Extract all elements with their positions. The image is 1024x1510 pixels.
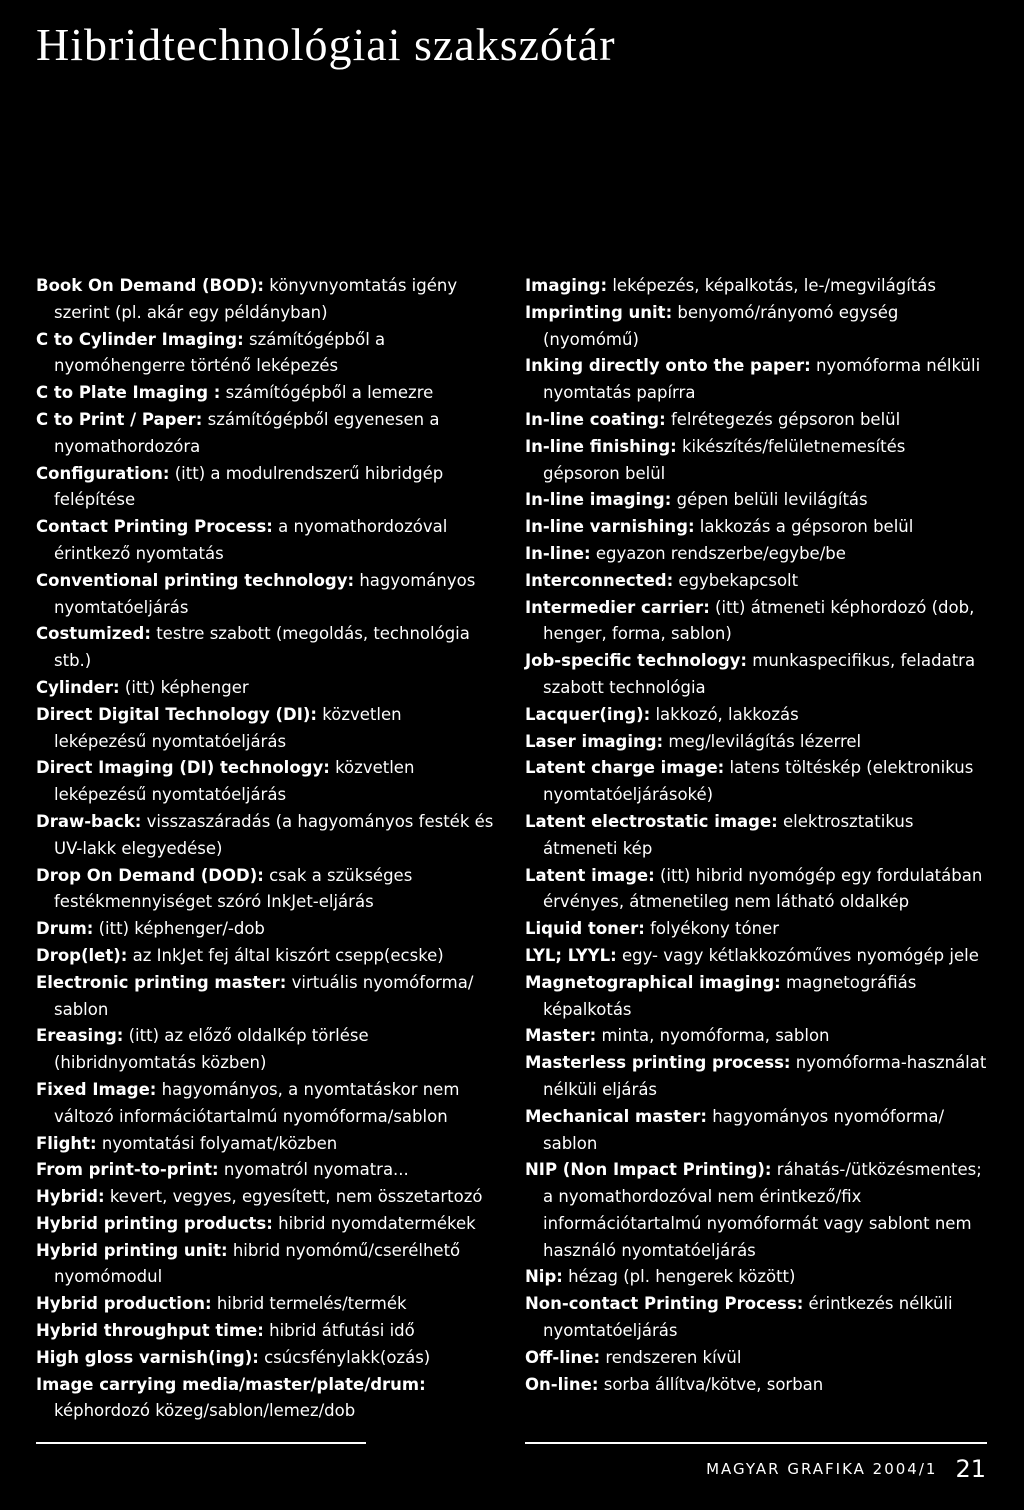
glossary-entry (36, 1372, 498, 1426)
glossary-entry (525, 434, 987, 488)
glossary-term: In-line coating: (525, 409, 666, 429)
glossary-term: C to Plate Imaging : (36, 383, 221, 403)
glossary-definition: rendszeren kívül (605, 1347, 742, 1367)
glossary-definition: csak a szükséges festékmennyiséget szóró InkJet-eljárás (54, 865, 413, 912)
glossary-term: Non-contact Printing Process: (525, 1294, 804, 1314)
glossary-entry (525, 273, 987, 300)
glossary-entry (525, 863, 987, 917)
glossary-definition: gépen belüli levilágítás (676, 490, 868, 510)
glossary-term: Ereasing: (36, 1026, 124, 1046)
glossary-term: Inking directly onto the paper: (525, 356, 811, 376)
page-title: Hibridtechnológiai szakszótár (36, 19, 616, 70)
glossary-entry (525, 1291, 987, 1345)
glossary-entry (525, 1264, 987, 1291)
glossary-term: Costumized: (36, 624, 151, 644)
glossary-term: In-line finishing: (525, 436, 677, 456)
glossary-entry (525, 1023, 987, 1050)
glossary-definition: hibrid termelés/termék (216, 1294, 407, 1314)
glossary-definition: leképezés, képalkotás, le-/megvilágítás (612, 276, 936, 295)
glossary-definition: visszaszáradás (a hagyományos festék és UV-lakk elegyedése) (54, 811, 494, 858)
glossary-entry (525, 755, 987, 809)
glossary-definition: nyomatról nyomatra... (223, 1160, 409, 1180)
glossary-definition: egyazon rendszerbe/egybe/be (595, 543, 846, 563)
glossary-term: Contact Printing Process: (36, 517, 273, 537)
glossary-term: Conventional printing technology: (36, 570, 355, 590)
glossary-definition: nyomóforma nélküli nyomtatás papírra (543, 356, 981, 403)
glossary-definition: nyomóforma-használat nélküli eljárás (543, 1053, 987, 1099)
glossary-entry (525, 514, 987, 541)
glossary-entry (525, 1104, 987, 1158)
glossary-term: Hybrid printing products: (36, 1213, 273, 1233)
glossary-entry (525, 729, 987, 756)
glossary-term: Imaging: (525, 276, 608, 295)
glossary-entry (36, 1023, 498, 1077)
glossary-entry (36, 1184, 498, 1211)
glossary-definition: egybekapcsolt (678, 570, 799, 590)
glossary-entry (36, 1238, 498, 1292)
glossary-term: Job-specific technology: (525, 651, 747, 671)
glossary-term: Latent image: (525, 865, 655, 885)
glossary-term: Direct Digital Technology (DI): (36, 704, 318, 724)
glossary-term: Draw-back: (36, 811, 142, 831)
glossary-entry (36, 809, 498, 863)
footer-rule-left (36, 1442, 366, 1444)
glossary-entry (36, 755, 498, 809)
glossary-term: Flight: (36, 1133, 97, 1153)
glossary-definition: számítógépből a lemezre (225, 383, 434, 403)
glossary-entry (525, 916, 987, 943)
glossary-term: Magnetographical imaging: (525, 972, 781, 992)
glossary-entry (525, 1345, 987, 1372)
glossary-entry (36, 568, 498, 622)
glossary-definition: (itt) képhenger (124, 677, 249, 697)
glossary-definition: számítógépből egyenesen a nyomathordozóra (54, 409, 440, 456)
glossary-term: Master: (525, 1026, 597, 1046)
glossary-definition: hagyományos nyomóforma/ sablon (543, 1106, 945, 1153)
glossary-definition: benyomó/rányomó egység (nyomómű) (543, 302, 899, 349)
glossary-term: Interconnected: (525, 570, 674, 590)
glossary-definition: minta, nyomóforma, sablon (601, 1026, 830, 1046)
glossary-definition: virtuális nyomóforma/ sablon (54, 972, 474, 1019)
glossary-term: Configuration: (36, 463, 170, 483)
magazine-issue: MAGYAR GRAFIKA 2004/1 (706, 1460, 938, 1478)
glossary-entry (36, 273, 498, 327)
glossary-term: Hybrid printing unit: (36, 1240, 228, 1260)
glossary-definition: egy- vagy kétlakkozóműves nyomógép jele (621, 945, 979, 965)
glossary-term: Lacquer(ing): (525, 704, 651, 724)
glossary-definition: sorba állítva/kötve, sorban (603, 1374, 824, 1394)
glossary-entry (525, 943, 987, 970)
glossary-definition: számítógépből a nyomóhengerre történő leképezés (54, 329, 386, 376)
glossary-definition: az InkJet fej által kiszórt csepp(ecske) (132, 945, 444, 965)
glossary-definition: könyvnyomtatás igény szerint (pl. akár egy példányban) (54, 276, 458, 322)
glossary-definition: munkaspecifikus, feladatra szabott technológia (543, 651, 976, 697)
glossary-definition: meg/levilágítás lézerrel (668, 731, 862, 751)
glossary-entry (36, 1131, 498, 1158)
glossary-term: In-line: (525, 543, 591, 563)
footer-rule-right (525, 1442, 987, 1444)
glossary-entry (36, 916, 498, 943)
glossary-definition: (itt) az előző oldalkép törlése (hibridnyomtatás közben) (54, 1026, 369, 1073)
glossary-definition: nyomtatási folyamat/közben (101, 1133, 338, 1153)
glossary-entry (36, 1157, 498, 1184)
glossary-definition: (itt) átmeneti képhordozó (dob, henger, forma, sablon) (543, 597, 975, 644)
glossary-definition: felrétegezés gépsoron belül (670, 409, 901, 429)
glossary-definition: csúcsfénylakk(ozás) (264, 1347, 431, 1367)
glossary-term: On-line: (525, 1374, 599, 1394)
glossary-term: LYL; LYYL: (525, 945, 617, 965)
glossary-term: Latent electrostatic image: (525, 811, 778, 831)
glossary-term: Mechanical master: (525, 1106, 707, 1126)
glossary-term: Electronic printing master: (36, 972, 287, 992)
glossary-entry (36, 943, 498, 970)
glossary-term: Direct Imaging (DI) technology: (36, 758, 330, 778)
glossary-entry (525, 541, 987, 568)
glossary-definition: ráhatás-/ütközésmentes; a nyomathordozóval nem érintkező/fix információtartalmú nyomóformát vagy sablont nem használó nyomtatóeljárás (543, 1160, 982, 1260)
glossary-term: Cylinder: (36, 677, 120, 697)
glossary-term: NIP (Non Impact Printing): (525, 1160, 772, 1180)
glossary-left-column (36, 273, 498, 1425)
glossary-term: Masterless printing process: (525, 1053, 791, 1073)
glossary-entry (36, 461, 498, 515)
glossary-definition: hibrid átfutási idő (269, 1321, 415, 1341)
glossary-term: From print-to-print: (36, 1160, 219, 1180)
glossary-entry (525, 648, 987, 702)
page-number: 21 (955, 1455, 986, 1483)
glossary-entry (36, 970, 498, 1024)
glossary-entry (525, 970, 987, 1024)
glossary-entry (36, 702, 498, 756)
glossary-definition: lakkozás a gépsoron belül (699, 517, 914, 537)
glossary-entry (36, 327, 498, 381)
glossary-definition: kevert, vegyes, egyesített, nem összetartozó (109, 1187, 483, 1207)
glossary-term: Drop(let): (36, 945, 128, 965)
glossary-definition: hibrid nyomómű/cserélhető nyomómodul (54, 1240, 461, 1287)
glossary-term: In-line imaging: (525, 490, 672, 510)
glossary-entry (525, 353, 987, 407)
glossary-entry (525, 702, 987, 729)
glossary-entry (525, 487, 987, 514)
glossary-entry (36, 1291, 498, 1318)
glossary-term: In-line varnishing: (525, 517, 695, 537)
glossary-entry (36, 863, 498, 917)
glossary-term: Nip: (525, 1267, 563, 1287)
glossary-term: Intermedier carrier: (525, 597, 710, 617)
glossary-entry (36, 514, 498, 568)
glossary-entry (36, 621, 498, 675)
glossary-term: Hybrid throughput time: (36, 1321, 264, 1341)
glossary-term: Laser imaging: (525, 731, 664, 751)
glossary-definition: képhordozó közeg/sablon/lemez/dob (54, 1401, 356, 1421)
glossary-entry (36, 1211, 498, 1238)
glossary-term: Hybrid production: (36, 1294, 212, 1314)
glossary-entry (36, 407, 498, 461)
page-footer (600, 1455, 986, 1483)
glossary-term: Fixed Image: (36, 1079, 157, 1099)
glossary-definition: lakkozó, lakkozás (655, 704, 799, 724)
glossary-entry (525, 300, 987, 354)
glossary-entry (525, 595, 987, 649)
glossary-definition: (itt) képhenger/-dob (98, 919, 265, 939)
glossary-entry (36, 675, 498, 702)
glossary-entry (525, 1157, 987, 1264)
glossary-entry (525, 407, 987, 434)
glossary-definition: közvetlen leképezésű nyomtatóeljárás (54, 704, 402, 751)
glossary-entry (36, 1318, 498, 1345)
glossary-term: Latent charge image: (525, 758, 725, 778)
glossary-entry (525, 809, 987, 863)
glossary-definition: elektrosztatikus átmeneti kép (543, 811, 914, 858)
glossary-entry (525, 1372, 987, 1399)
glossary-definition: folyékony tóner (650, 919, 779, 939)
glossary-right-column (525, 273, 987, 1398)
glossary-term: Off-line: (525, 1347, 601, 1367)
glossary-definition: hagyományos nyomtatóeljárás (54, 570, 476, 617)
glossary-definition: (itt) hibrid nyomógép egy fordulatában érvényes, átmenetileg nem látható oldalkép (543, 865, 983, 912)
glossary-definition: kikészítés/felületnemesítés gépsoron belül (543, 436, 906, 483)
glossary-definition: hibrid nyomdatermékek (278, 1213, 476, 1233)
glossary-entry (525, 568, 987, 595)
glossary-entry (36, 1345, 498, 1372)
glossary-entry (36, 380, 498, 407)
glossary-entry (525, 1050, 987, 1104)
glossary-term: Drum: (36, 919, 94, 939)
glossary-definition: a nyomathordozóval érintkező nyomtatás (54, 517, 448, 563)
glossary-definition: (itt) a modulrendszerű hibridgép felépítése (54, 463, 444, 510)
glossary-term: Book On Demand (BOD): (36, 276, 264, 295)
glossary-term: Imprinting unit: (525, 302, 673, 322)
glossary-definition: testre szabott (megoldás, technológia stb.) (54, 624, 470, 671)
glossary-definition: latens töltéskép (elektronikus nyomtatóeljárásoké) (543, 758, 974, 805)
glossary-term: Image carrying media/master/plate/drum: (36, 1374, 426, 1394)
glossary-definition: hagyományos, a nyomtatáskor nem változó információtartalmú nyomóforma/sablon (54, 1079, 460, 1126)
glossary-definition: közvetlen leképezésű nyomtatóeljárás (54, 758, 415, 805)
glossary-term: Liquid toner: (525, 919, 645, 939)
glossary-definition: érintkezés nélküli nyomtatóeljárás (543, 1294, 953, 1341)
glossary-definition: hézag (pl. hengerek között) (568, 1267, 796, 1287)
glossary-term: C to Print / Paper: (36, 409, 203, 429)
glossary-term: High gloss varnish(ing): (36, 1347, 259, 1367)
glossary-term: Drop On Demand (DOD): (36, 865, 264, 885)
glossary-term: C to Cylinder Imaging: (36, 329, 244, 349)
glossary-term: Hybrid: (36, 1187, 105, 1207)
glossary-entry (36, 1077, 498, 1131)
glossary-definition: magnetográfiás képalkotás (543, 972, 917, 1019)
